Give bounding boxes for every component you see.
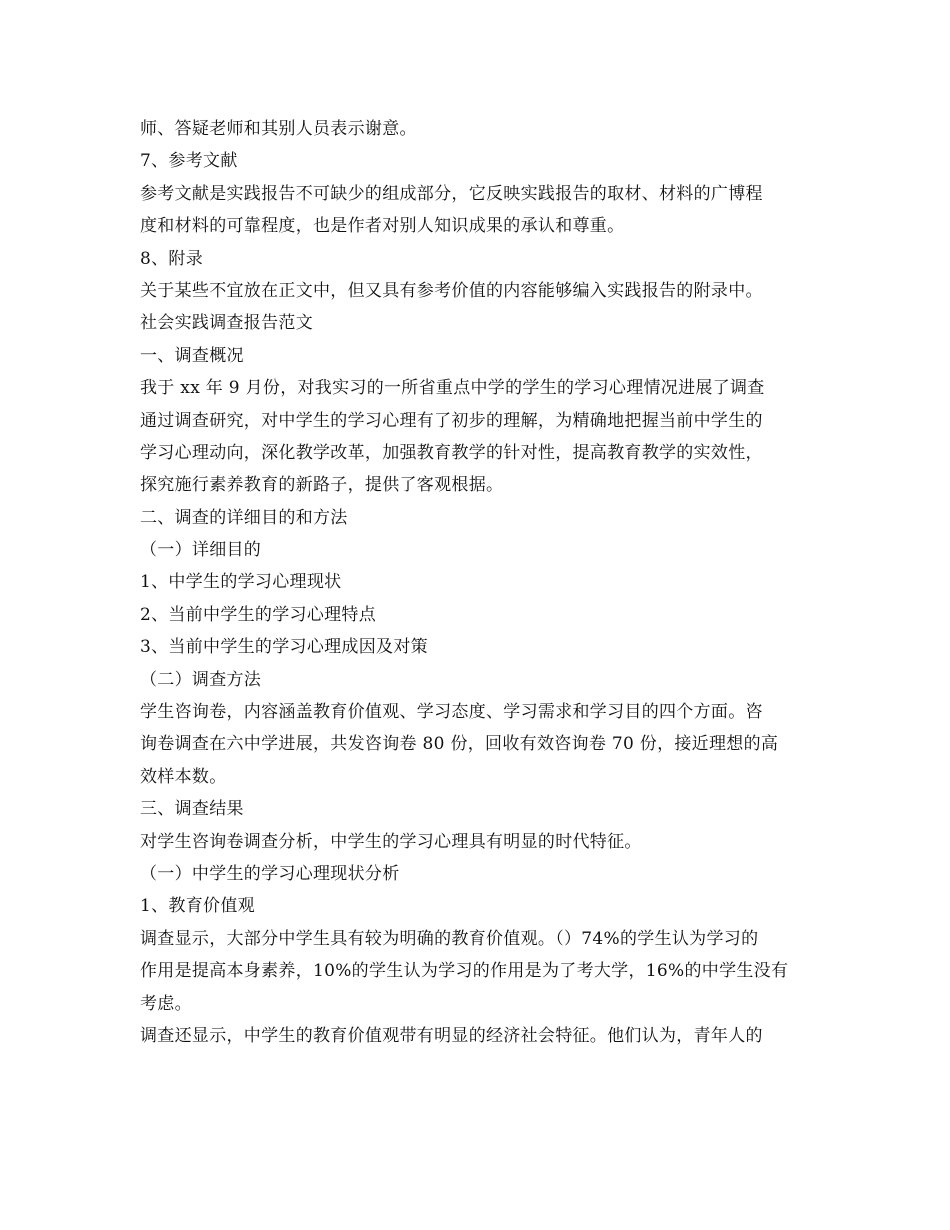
- text-line: 调查还显示，中学生的教育价值观带有明显的经济社会特征。他们认为，青年人的: [140, 1025, 763, 1046]
- text-line: 我于 xx 年 9 月份，对我实习的一所省重点中学的学生的学习心理情况进展了调查: [140, 378, 765, 399]
- text-line: 询卷调查在六中学进展，共发咨询卷 80 份，回收有效咨询卷 70 份，接近理想的高: [140, 734, 779, 755]
- subsection-heading: （一）详细目的: [140, 540, 262, 561]
- text-line: 考虑。: [140, 993, 192, 1014]
- text-line: 度和材料的可靠程度，也是作者对别人知识成果的承认和尊重。: [140, 216, 625, 237]
- document-title: 社会实践调查报告范文: [140, 313, 313, 334]
- text-line: 作用是提高本身素养，10%的学生认为学习的作用是为了考大学，16%的中学生没有: [140, 961, 789, 982]
- subsection-heading: （一）中学生的学习心理现状分析: [140, 863, 400, 884]
- text-line: 师、答疑老师和其别人员表示谢意。: [140, 119, 417, 139]
- section-heading: 二、调查的详细目的和方法: [140, 507, 348, 528]
- section-heading: 三、调查结果: [140, 799, 244, 820]
- subsection-heading: （二）调查方法: [140, 669, 262, 690]
- section-heading: 一、调查概况: [140, 345, 244, 366]
- text-line: 调查显示，大部分中学生具有较为明确的教育价值观。（）74%的学生认为学习的: [140, 928, 759, 949]
- text-line: 学生咨询卷，内容涵盖教育价值观、学习态度、学习需求和学习目的四个方面。咨: [140, 702, 763, 723]
- list-item: 1、教育价值观: [140, 896, 255, 917]
- text-line: 对学生咨询卷调查分析，中学生的学习心理具有明显的时代特征。: [140, 831, 642, 852]
- text-line: 效样本数。: [140, 766, 227, 787]
- list-item: 1、中学生的学习心理现状: [140, 572, 342, 593]
- text-line: 探究施行素养教育的新路子，提供了客观根据。: [140, 475, 504, 496]
- text-line: 参考文献是实践报告不可缺少的组成部分，它反映实践报告的取材、材料的广博程: [140, 183, 763, 204]
- list-item: 3、当前中学生的学习心理成因及对策: [140, 637, 428, 658]
- section-heading: 8、附录: [140, 248, 204, 269]
- text-line: 关于某些不宜放在正文中，但又具有参考价值的内容能够编入实践报告的附录中。: [140, 280, 763, 301]
- list-item: 2、当前中学生的学习心理特点: [140, 604, 377, 625]
- section-heading: 7、参考文献: [140, 151, 238, 172]
- text-line: 学习心理动向，深化教学改革，加强教育教学的针对性，提高教育教学的实效性，: [140, 442, 763, 463]
- text-line: 通过调查研究，对中学生的学习心理有了初步的理解，为精确地把握当前中学生的: [140, 410, 763, 431]
- document-body: [140, 113, 816, 1052]
